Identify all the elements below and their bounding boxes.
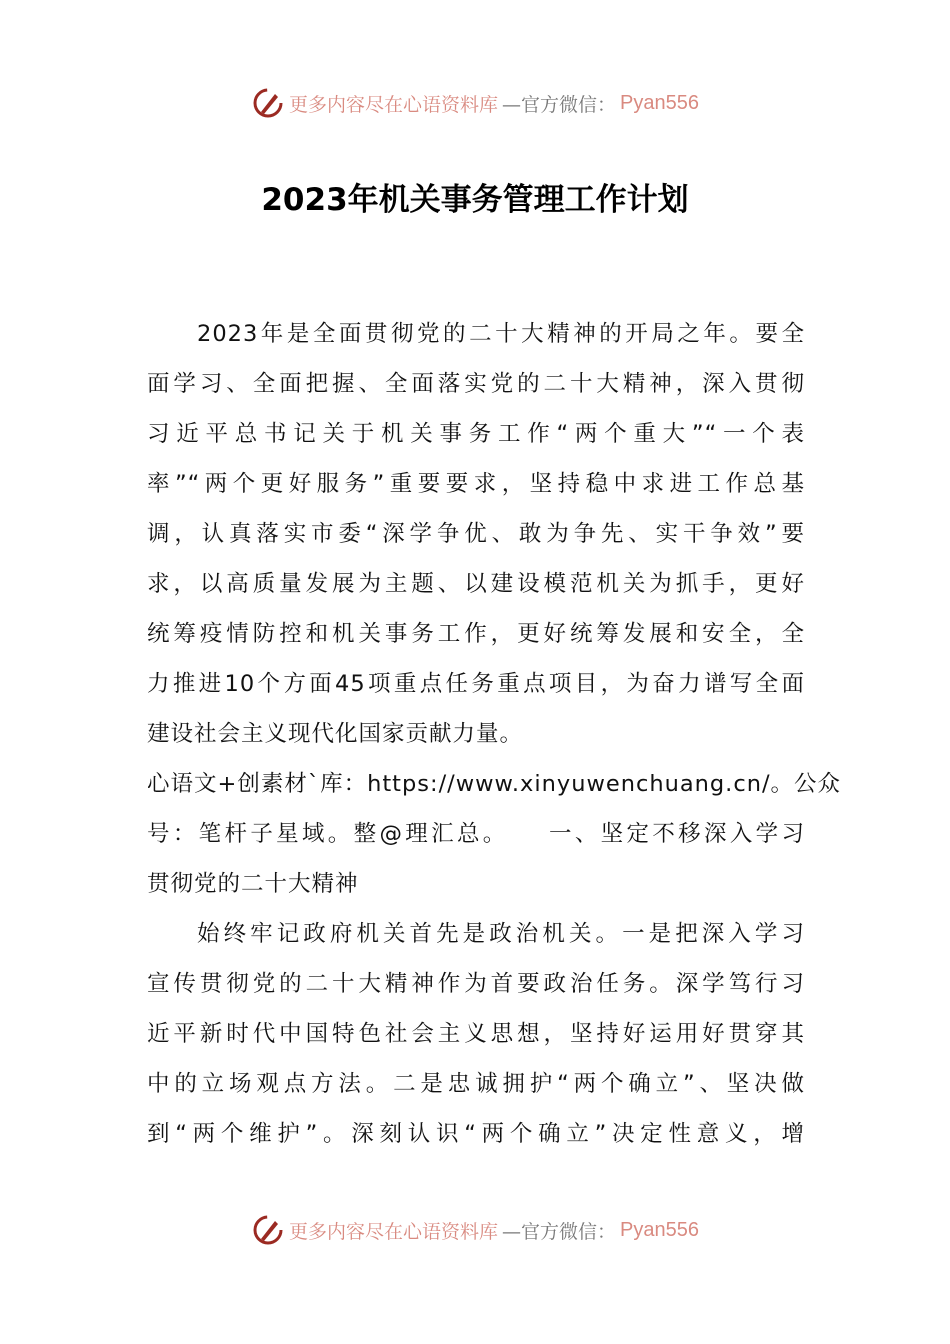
text-line: 宣传贯彻党的二十大精神作为首要政治任务。深学笃行习 — [147, 971, 805, 997]
text-line: 习近平总书记关于机关事务工作“两个重大”“一个表 — [147, 421, 805, 447]
footer-watermark — [0, 1213, 950, 1247]
text-line: 号：笔杆子星域。整@理汇总。 一、坚定不移深入学习 — [147, 821, 805, 847]
text-line: 中的立场观点方法。二是忠诚拥护“两个确立”、坚决做 — [147, 1071, 805, 1097]
watermark-label: —官方微信： — [502, 93, 617, 116]
text-line: 到“两个维护”。深刻认识“两个确立”决定性意义，增 — [147, 1121, 805, 1147]
watermark-wechat: Pyan556 — [620, 1218, 699, 1241]
text-line: 率”“两个更好服务”重要要求，坚持稳中求进工作总基 — [147, 471, 805, 497]
text-line: 面学习、全面把握、全面落实党的二十大精神，深入贯彻 — [147, 371, 805, 397]
text-line: 近平新时代中国特色社会主义思想，坚持好运用好贯穿其 — [147, 1021, 805, 1047]
document-title: 2023年机关事务管理工作计划 — [261, 182, 689, 218]
watermark-text: 更多内容尽在心语资料库 — [289, 93, 499, 116]
text-line: 力推进10个方面45项重点任务重点项目，为奋力谱写全面 — [147, 671, 805, 697]
text-line: 2023年是全面贯彻党的二十大精神的开局之年。要全 — [197, 321, 805, 347]
text-line: 心语文+创素材`库：https://www.xinyuwenchuang.cn/。公众 — [147, 771, 842, 797]
text-line: 始终牢记政府机关首先是政治机关。一是把深入学习 — [197, 921, 805, 947]
text-line: 调，认真落实市委“深学争优、敢为争先、实干争效”要 — [147, 521, 805, 547]
document-body — [147, 309, 842, 1159]
watermark-text: 更多内容尽在心语资料库 — [289, 1220, 499, 1243]
header-watermark — [0, 86, 950, 120]
watermark-label: —官方微信： — [502, 1220, 617, 1243]
watermark-wechat: Pyan556 — [620, 91, 699, 114]
text-line: 统筹疫情防控和机关事务工作，更好统筹发展和安全，全 — [147, 621, 805, 647]
text-line: 建设社会主义现代化国家贡献力量。 — [147, 721, 524, 747]
section-heading-line: 贯彻党的二十大精神 — [147, 871, 359, 897]
pen-logo-icon — [251, 1213, 285, 1247]
pen-logo-icon — [251, 86, 285, 120]
text-line: 求，以高质量发展为主题、以建设模范机关为抓手，更好 — [147, 571, 805, 597]
